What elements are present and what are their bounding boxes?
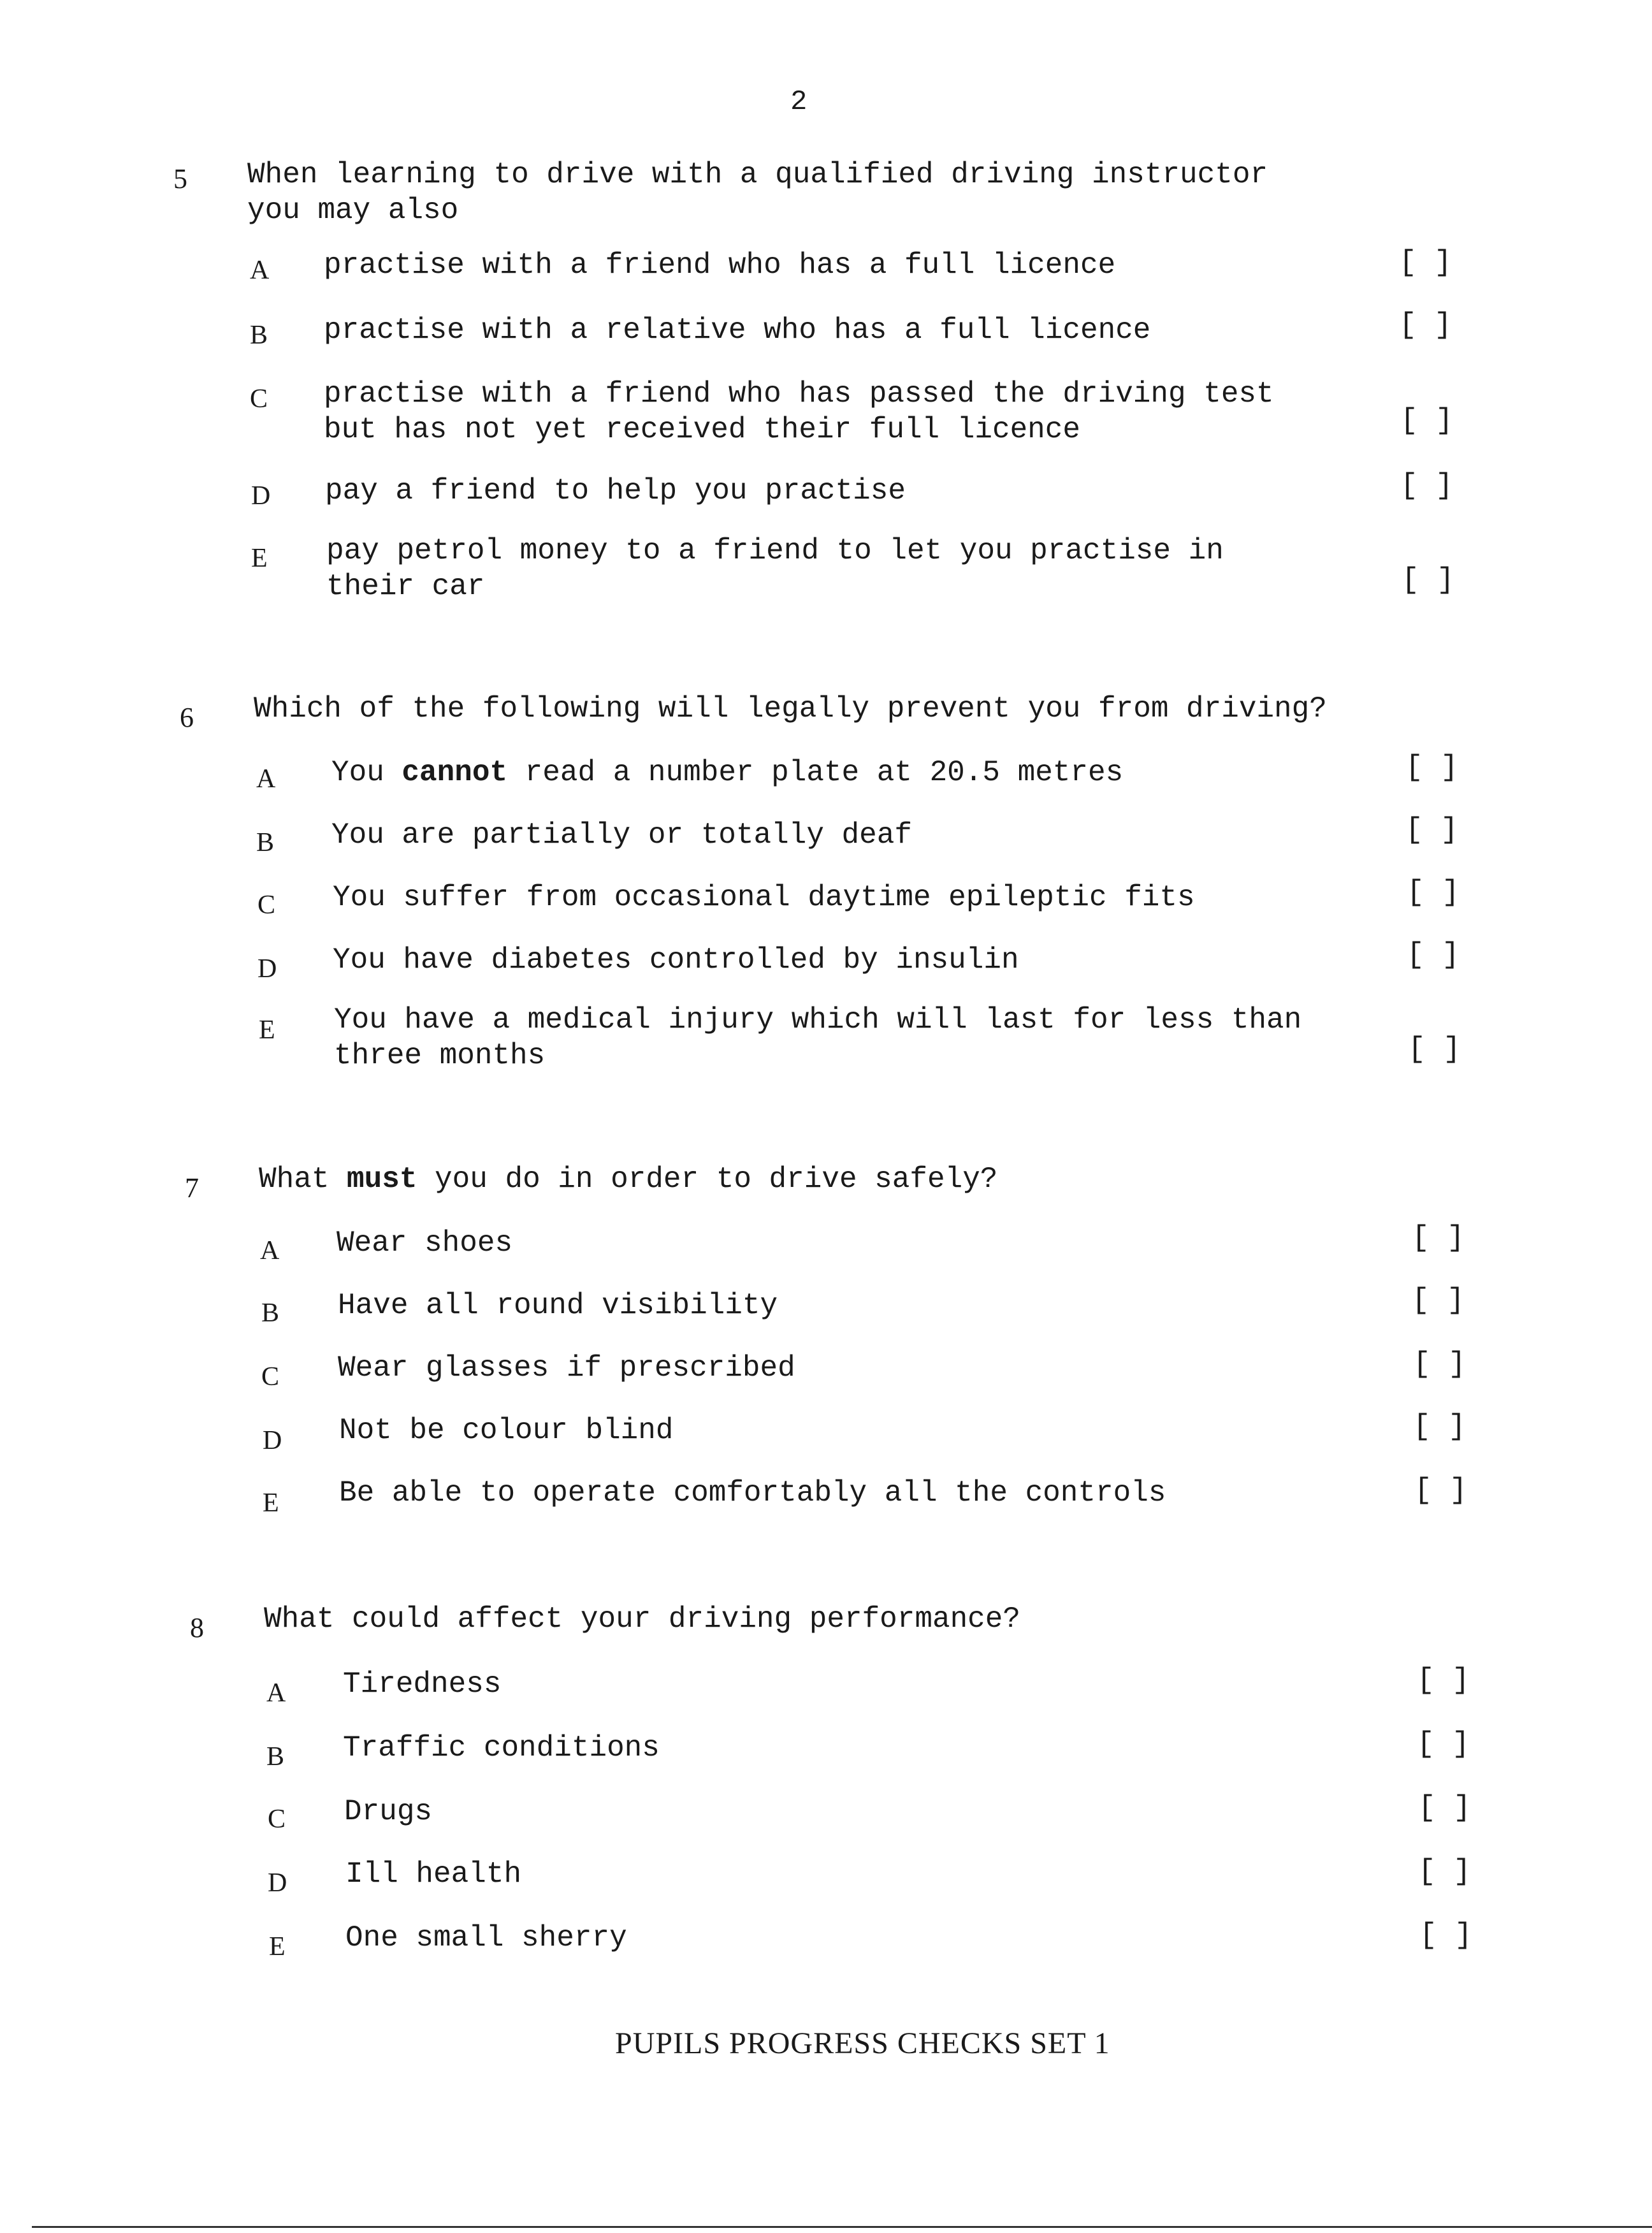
option-text: pay a friend to help you practise <box>325 474 906 507</box>
option-letter: B <box>256 828 275 857</box>
question-text-before: What <box>259 1163 347 1196</box>
option-text: Not be colour blind <box>339 1414 674 1447</box>
question-number: 7 <box>185 1172 199 1204</box>
answer-checkbox[interactable]: [ ] <box>1402 564 1454 597</box>
option-text: practise with a relative who has a full licence <box>324 314 1151 347</box>
option-text: You are partially or totally deaf <box>331 818 912 852</box>
answer-checkbox[interactable]: [ ] <box>1400 404 1453 437</box>
option-text: Drugs <box>344 1795 433 1828</box>
question-text: What could affect your driving performance? <box>264 1603 1020 1636</box>
option-letter: C <box>261 1362 280 1392</box>
answer-checkbox[interactable]: [ ] <box>1417 1727 1470 1761</box>
bottom-rule <box>32 2226 1652 2228</box>
option-letter: A <box>266 1678 286 1708</box>
option-letter: D <box>251 481 271 511</box>
option-letter: E <box>269 1932 286 1961</box>
option-text: Be able to operate comfortably all the controls <box>339 1476 1166 1509</box>
option-text: One small sherry <box>345 1921 627 1954</box>
option-letter: D <box>263 1426 282 1455</box>
option-text: practise with a friend who has passed the driving test but has not yet received their full licence <box>324 377 1274 446</box>
option-letter: E <box>251 544 268 573</box>
answer-checkbox[interactable]: [ ] <box>1413 1348 1466 1381</box>
question-number: 8 <box>190 1612 204 1643</box>
option-text: Wear glasses if prescribed <box>338 1351 795 1385</box>
question-number: 5 <box>173 163 187 194</box>
option-text: Tiredness <box>343 1668 502 1701</box>
answer-checkbox[interactable]: [ ] <box>1412 1221 1465 1255</box>
option-text: You suffer from occasional daytime epileptic fits <box>333 881 1195 914</box>
answer-checkbox[interactable]: [ ] <box>1399 309 1452 342</box>
option-letter: A <box>256 764 276 794</box>
answer-checkbox[interactable]: [ ] <box>1405 751 1458 784</box>
answer-checkbox[interactable]: [ ] <box>1412 1284 1465 1317</box>
question-text: Which of the following will legally prevent you from driving? <box>254 692 1327 725</box>
answer-checkbox[interactable]: [ ] <box>1414 1474 1467 1507</box>
option-text: Wear shoes <box>337 1226 513 1260</box>
option-letter: E <box>263 1488 279 1518</box>
option-text: Traffic conditions <box>343 1731 660 1764</box>
option-letter: B <box>250 321 268 350</box>
option-text <box>331 755 1123 790</box>
answer-checkbox[interactable]: [ ] <box>1418 1791 1471 1824</box>
question-text-after: you do in order to drive safely? <box>417 1163 998 1196</box>
question-text: When learning to drive with a qualified driving instructor you may also <box>247 158 1268 227</box>
answer-checkbox[interactable]: [ ] <box>1407 876 1460 909</box>
answer-checkbox[interactable]: [ ] <box>1399 246 1452 279</box>
option-letter: C <box>268 1805 286 1834</box>
option-letter: C <box>250 384 268 414</box>
answer-checkbox[interactable]: [ ] <box>1413 1410 1466 1443</box>
option-text: pay petrol money to a friend to let you practise in their car <box>326 534 1224 603</box>
option-text: practise with a friend who has a full licence <box>324 249 1116 282</box>
answer-checkbox[interactable]: [ ] <box>1417 1664 1470 1697</box>
question-text-emphasis: must <box>347 1163 417 1196</box>
answer-checkbox[interactable]: [ ] <box>1419 1919 1472 1952</box>
option-letter: B <box>261 1298 280 1328</box>
question-number: 6 <box>180 702 194 733</box>
option-text: You have diabetes controlled by insulin <box>333 943 1019 977</box>
option-text-before: You <box>331 756 402 789</box>
option-text-emphasis: cannot <box>402 756 508 789</box>
option-text: Have all round visibility <box>338 1289 778 1322</box>
option-letter: A <box>260 1236 280 1265</box>
answer-checkbox[interactable]: [ ] <box>1405 813 1458 847</box>
option-text: You have a medical injury which will last for less than three months <box>334 1003 1302 1072</box>
option-letter: E <box>259 1015 275 1045</box>
option-letter: A <box>250 256 270 285</box>
option-letter: C <box>257 891 276 920</box>
answer-checkbox[interactable]: [ ] <box>1418 1855 1471 1888</box>
page-footer: PUPILS PROGRESS CHECKS SET 1 <box>615 2026 1110 2060</box>
answer-checkbox[interactable]: [ ] <box>1407 938 1460 971</box>
option-letter: D <box>268 1868 287 1898</box>
option-text: Ill health <box>345 1858 522 1891</box>
question-text <box>259 1161 997 1197</box>
answer-checkbox[interactable]: [ ] <box>1400 469 1453 502</box>
answer-checkbox[interactable]: [ ] <box>1408 1033 1461 1066</box>
option-text-after: read a number plate at 20.5 metres <box>507 756 1124 789</box>
page-number: 2 <box>790 86 808 118</box>
option-letter: D <box>257 954 277 984</box>
option-letter: B <box>266 1742 285 1771</box>
